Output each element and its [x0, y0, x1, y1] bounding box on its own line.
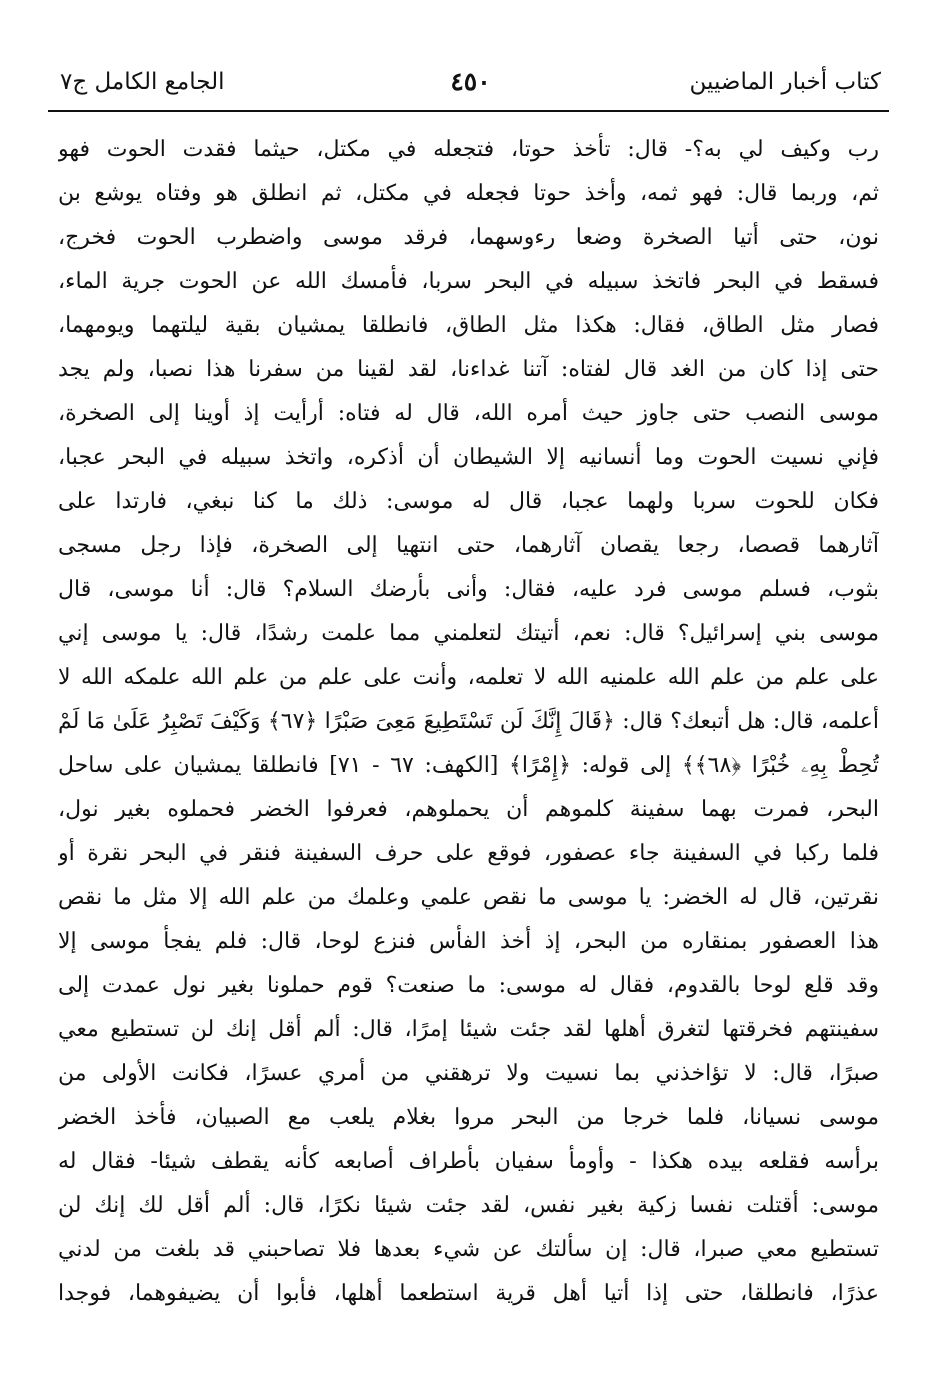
book-title: كتاب أخبار الماضيين [689, 69, 881, 95]
text-line: وقد قلع لوحا بالقدوم، فقال له موسى: ما صنعت؟ قوم حملونا بغير نول عمدت إلى [58, 973, 879, 998]
text-line: تُحِطْ بِهِۦ خُبْرًا ﴿٦٨﴾﴾ إلى قوله: ﴿إِمْرًا﴾ [الكهف: ٦٧ - ٧١] فانطلقا يمشيان على ساحل [58, 753, 879, 778]
text-line: على علم من علم الله علمنيه الله لا تعلمه، وأنت على علم من علم الله علمكه الله لا [58, 665, 879, 690]
text-line: فسقط في البحر فاتخذ سبيله في البحر سربا، فأمسك الله عن الحوت جرية الماء، [58, 269, 879, 294]
text-line: حتى إذا كان من الغد قال لفتاه: آتنا غداءنا، لقد لقينا من سفرنا هذا نصبا، ولم يجد [58, 357, 879, 382]
header-rule [48, 110, 889, 112]
text-line: البحر، فمرت بهما سفينة كلموهم أن يحملوهم، فعرفوا الخضر فحملوه بغير نول، [58, 797, 879, 822]
text-line: فصار مثل الطاق، فقال: هكذا مثل الطاق، فانطلقا يمشيان بقية ليلتهما ويومهما، [58, 313, 879, 338]
text-line: فلما ركبا في السفينة جاء عصفور، فوقع على حرف السفينة فنقر في البحر نقرة أو [58, 841, 879, 866]
volume-label: الجامع الكامل ج٧ [60, 69, 225, 95]
text-line: تستطيع معي صبرا، قال: إن سألتك عن شيء بعدها فلا تصاحبني قد بلغت من لدني [58, 1237, 879, 1262]
text-line: بثوب، فسلم موسى فرد عليه، فقال: وأنى بأرضك السلام؟ قال: أنا موسى، قال [58, 577, 879, 602]
text-line: هذا العصفور بمنقاره من البحر، إذ أخذ الفأس فنزع لوحا، قال: فلم يفجأ موسى إلا [58, 929, 879, 954]
text-line: برأسه فقلعه بيده هكذا - وأومأ سفيان بأطراف أصابعه كأنه يقطف شيئا- فقال له [58, 1149, 879, 1174]
text-line: فإني نسيت الحوت وما أنسانيه إلا الشيطان أن أذكره، واتخذ سبيله في البحر عجبا، [58, 445, 879, 470]
text-line: ثم، وربما قال: فهو ثمه، وأخذ حوتا فجعله في مكتل، ثم انطلق هو وفتاه يوشع بن [58, 181, 879, 206]
text-line: سفينتهم فخرقتها لتغرق أهلها لقد جئت شيئا إمرًا، قال: ألم أقل إنك لن تستطيع معي [58, 1017, 879, 1042]
text-line: موسى بني إسرائيل؟ قال: نعم، أتيتك لتعلمني مما علمت رشدًا، قال: يا موسى إني [58, 621, 879, 646]
text-line: آثارهما قصصا، رجعا يقصان آثارهما، حتى انتهيا إلى الصخرة، فإذا رجل مسجى [58, 533, 879, 558]
text-line: موسى: أقتلت نفسا زكية بغير نفس، لقد جئت شيئا نكرًا، قال: ألم أقل لك إنك لن [58, 1193, 879, 1218]
text-line: أعلمه، قال: هل أتبعك؟ قال: ﴿قَالَ إِنَّكَ لَن تَسْتَطِيعَ مَعِىَ صَبْرًا ﴿٦٧﴾ وَكَيْفَ تَصْبِرُ عَلَىٰ مَا لَمْ [58, 709, 879, 734]
text-line: نقرتين، قال له الخضر: يا موسى ما نقص علمي وعلمك من علم الله إلا مثل ما نقص [58, 885, 879, 910]
text-line: عذرًا، فانطلقا، حتى إذا أتيا أهل قرية استطعما أهلها، فأبوا أن يضيفوهما، فوجدا [58, 1281, 879, 1306]
page-header [60, 62, 881, 102]
text-line: فكان للحوت سربا ولهما عجبا، قال له موسى: ذلك ما كنا نبغي، فارتدا على [58, 489, 879, 514]
text-line: موسى النصب حتى جاوز حيث أمره الله، قال له فتاه: أرأيت إذ أوينا إلى الصخرة، [58, 401, 879, 426]
text-line: نون، حتى أتيا الصخرة وضعا رءوسهما، فرقد موسى واضطرب الحوت فخرج، [58, 225, 879, 250]
text-line: رب وكيف لي به؟- قال: تأخذ حوتا، فتجعله في مكتل، حيثما فقدت الحوت فهو [58, 137, 879, 162]
text-line: صبرًا، قال: لا تؤاخذني بما نسيت ولا ترهقني من أمري عسرًا، فكانت الأولى من [58, 1061, 879, 1086]
page-number: ٤٥٠ [450, 67, 491, 96]
page-body [58, 128, 879, 1316]
text-line: موسى نسيانا، فلما خرجا من البحر مروا بغلام يلعب مع الصبيان، فأخذ الخضر [58, 1105, 879, 1130]
